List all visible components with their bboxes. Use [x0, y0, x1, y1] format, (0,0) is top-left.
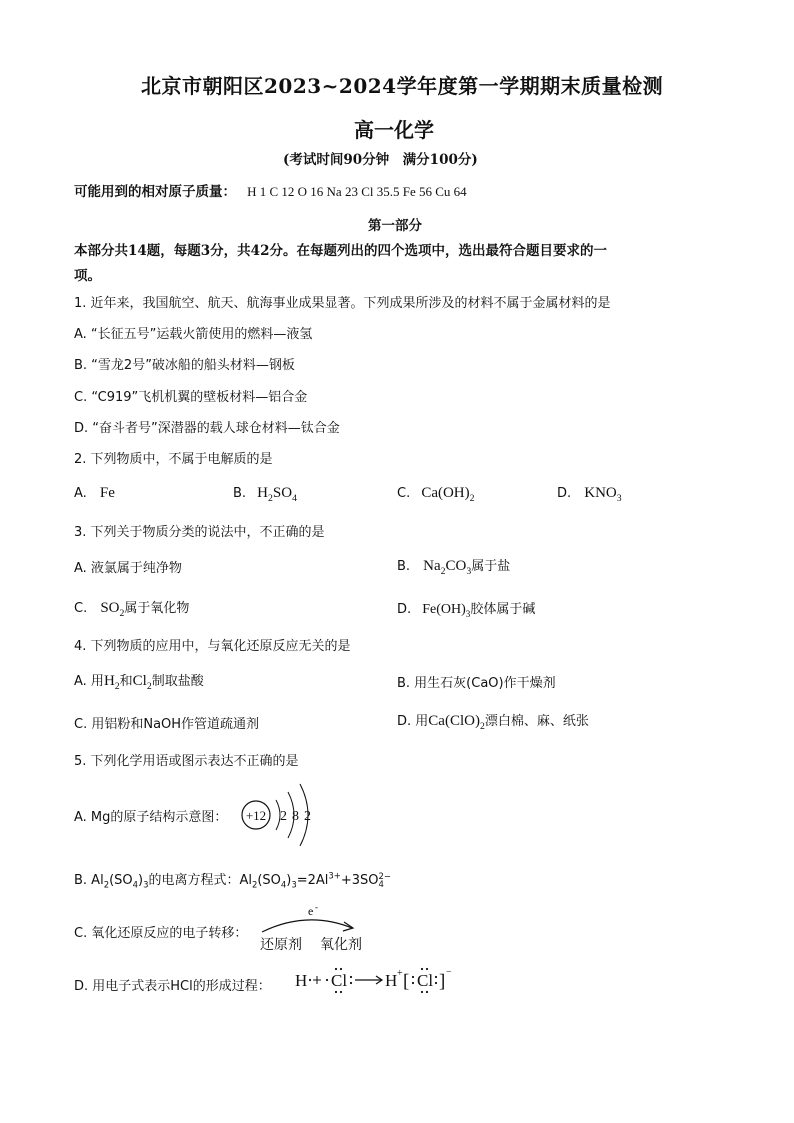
q5-option-c: C. 氧化还原反应的电子转移：	[74, 926, 248, 941]
q2-stem: 2. 下列物质中，不属于电解质的是	[74, 452, 273, 467]
q2-option-c: C. $Ca(OH)_2$	[397, 485, 475, 504]
subject-title: 高一化学	[354, 118, 434, 142]
q2-option-a: A. Fe	[74, 485, 115, 501]
part1-instructions-line1: 本部分共14题，每题3分，共42分。在每题列出的四个选项中，选出最符合题目要求的一	[74, 243, 607, 259]
q3-stem: 3. 下列关于物质分类的说法中，不正确的是	[74, 525, 325, 540]
exam-info: (考试时间90分钟 满分100分)	[283, 152, 478, 168]
q1-option-b: B. “雪龙2号”破冰船的船头材料—钢板	[74, 358, 295, 373]
q2-option-b: B. $H_2SO_4$	[233, 485, 297, 504]
q5-option-d: D. 用电子式表示HCl的形成过程：	[74, 979, 271, 994]
hcl-h-ion: H	[385, 971, 398, 990]
q5-stem: 5. 下列化学用语或图示表达不正确的是	[74, 754, 299, 769]
electron-transfer-diagram	[252, 902, 382, 954]
part1-instructions-line2: 项。	[74, 268, 101, 284]
q3-option-d: D. $Fe(OH)_3$胶体属于碱	[397, 602, 536, 619]
oxidizer-label: 氧化剂	[320, 937, 362, 953]
electron-charge: -	[315, 902, 318, 912]
atomic-mass-label: 可能用到的相对原子质量：	[74, 184, 236, 200]
shell-3-label: 2	[304, 809, 311, 824]
electron-label: e	[308, 904, 314, 918]
hcl-cl-atom: Cl	[331, 971, 348, 990]
q3-option-b: B. $Na_2CO_3$属于盐	[397, 558, 511, 577]
right-bracket-glyph: ]	[439, 971, 446, 992]
q4-option-d: D. 用$Ca(ClO)_2$漂白棉、麻、纸张	[397, 713, 589, 732]
reducer-label: 还原剂	[260, 937, 302, 953]
hcl-cl-ion: Cl	[417, 971, 434, 990]
q5-option-a: A. Mg的原子结构示意图：	[74, 810, 228, 825]
q1-option-c: C. “C919”飞机机翼的壁板材料—铝合金	[74, 390, 308, 405]
atomic-mass-values: H 1 C 12 O 16 Na 23 Cl 35.5 Fe 56 Cu 64	[247, 184, 467, 199]
hcl-electron-formula	[293, 962, 463, 998]
atomic-mass-row	[74, 180, 467, 200]
shell-1-label: 2	[280, 809, 287, 824]
q3-option-a: A. 液氯属于纯净物	[74, 561, 182, 576]
nucleus-label: +12	[245, 808, 267, 823]
shell-2-label: 8	[292, 809, 299, 824]
q5-option-b: B. $Al_2(SO_4)_3$的电离方程式：$Al_2(SO_4)_3=2Al^{3+}+3SO$ 2− 4	[74, 870, 391, 890]
mg-atomic-structure-diagram	[238, 778, 328, 854]
q1-option-d: D. “奋斗者号”深潜器的载人球仓材料—钛合金	[74, 421, 340, 436]
hcl-h-atom: H	[295, 971, 308, 990]
hcl-h-ion-charge: +	[397, 968, 403, 979]
q4-option-c: C. 用铝粉和NaOH作管道疏通剂	[74, 717, 260, 732]
part1-title: 第一部分	[368, 218, 422, 234]
q1-stem: 1. 近年来，我国航空、航天、航海事业成果显著。下列成果所涉及的材料不属于金属材料的是	[74, 296, 611, 311]
exam-title: 北京市朝阳区2023~2024学年度第一学期期末质量检测	[141, 74, 664, 98]
q4-option-a: A. 用$H_2$和$Cl_2$制取盐酸	[74, 673, 204, 692]
q2-option-d: D. $KNO_3$	[557, 485, 622, 504]
q3-option-c: C. $SO_2$属于氧化物	[74, 600, 190, 619]
left-bracket-glyph: [	[403, 971, 410, 992]
q4-stem: 4. 下列物质的应用中，与氧化还原反应无关的是	[74, 639, 351, 654]
hcl-cl-ion-charge: −	[446, 967, 452, 978]
q1-option-a: A. “长征五号”运载火箭使用的燃料—液氢	[74, 327, 313, 342]
q4-option-b: B. 用生石灰(CaO)作干燥剂	[397, 676, 556, 691]
